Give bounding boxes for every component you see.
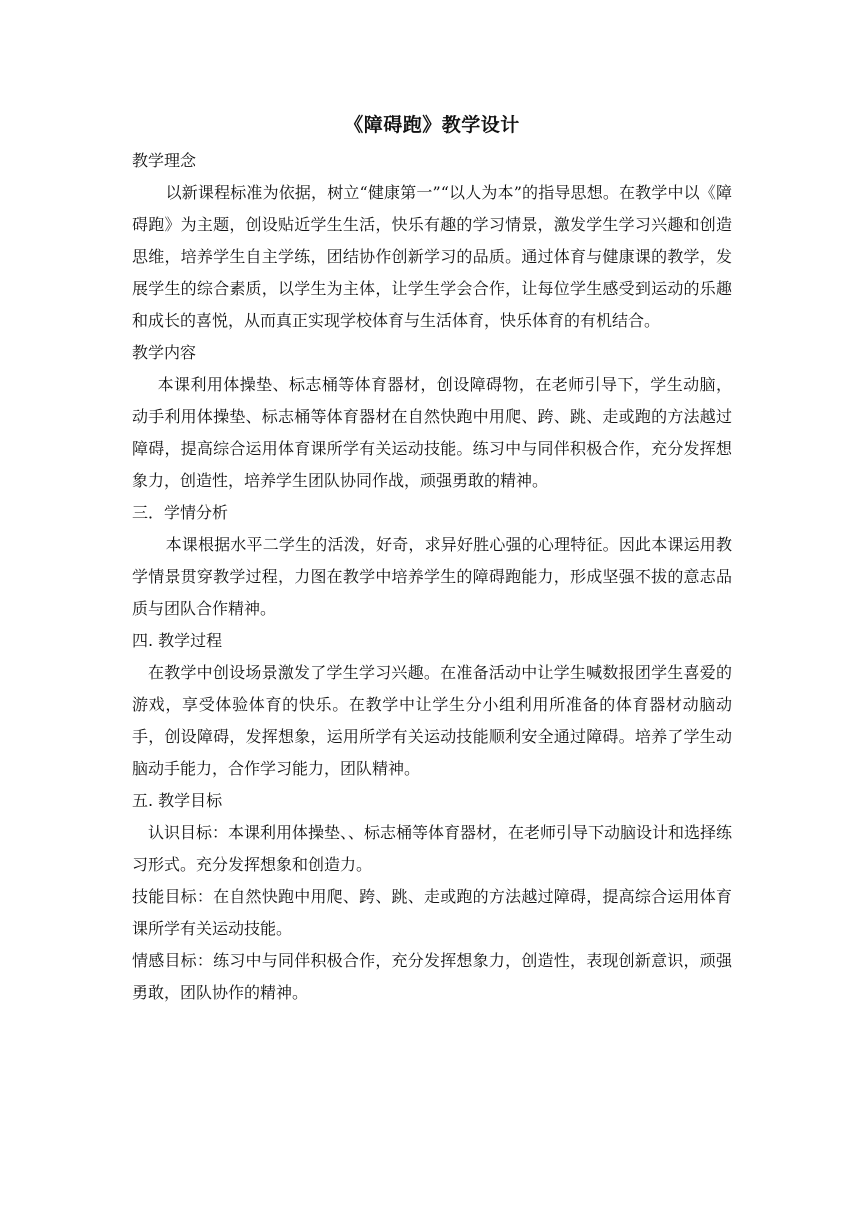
section-paragraph: 在教学中创设场景激发了学生学习兴趣。在准备活动中让学生喊数报团学生喜爱的游戏，享受体验体育的快乐。在教学中让学生分小组利用所准备的体育器材动脑动手，创设障碍，发挥想象，运用所学有关运动技能顺利安全通过障碍。培养了学生动脑动手能力，合作学习能力，团队精神。	[132, 663, 732, 778]
section-teaching-content	[132, 337, 732, 497]
section-heading: 教学理念	[132, 151, 197, 170]
section-heading: 五. 教学目标	[132, 791, 223, 810]
section-teaching-objectives	[132, 785, 732, 1009]
document-title: 《障碍跑》教学设计	[344, 114, 520, 136]
section-paragraph: 以新课程标准为依据，树立“健康第一”“以人为本”的指导思想。在教学中以《障碍跑》为主题，创设贴近学生生活，快乐有趣的学习情景，激发学生学习兴趣和创造思维，培养学生自主学练，团结协作创新学习的品质。通过体育与健康课的教学，发展学生的综合素质，以学生为主体，让学生学会合作，让每位学生感受到运动的乐趣和成长的喜悦，从而真正实现学校体育与生活体育，快乐体育的有机结合。	[132, 183, 732, 330]
section-learner-analysis	[132, 497, 732, 625]
section-heading: 三．学情分析	[132, 503, 229, 522]
section-teaching-philosophy	[132, 145, 732, 337]
document-page	[132, 110, 732, 1009]
section-heading: 教学内容	[132, 343, 197, 362]
section-teaching-process	[132, 625, 732, 785]
objective-cognitive: 认识目标：本课利用体操垫、、标志桶等体育器材，在老师引导下动脑设计和选择练习形式。充分发挥想象和创造力。	[132, 823, 733, 874]
objective-affective: 情感目标：练习中与同伴积极合作，充分发挥想象力，创造性，表现创新意识，顽强勇敢，团队协作的精神。	[132, 951, 732, 1002]
section-heading: 四. 教学过程	[132, 631, 223, 650]
section-paragraph: 本课利用体操垫、标志桶等体育器材，创设障碍物，在老师引导下，学生动脑，动手利用体操垫、标志桶等体育器材在自然快跑中用爬、跨、跳、走或跑的方法越过障碍，提高综合运用体育课所学有关运动技能。练习中与同伴积极合作，充分发挥想象力，创造性，培养学生团队协同作战，顽强勇敢的精神。	[132, 375, 732, 490]
section-paragraph: 本课根据水平二学生的活泼，好奇，求异好胜心强的心理特征。因此本课运用教学情景贯穿教学过程，力图在教学中培养学生的障碍跑能力，形成坚强不拔的意志品质与团队合作精神。	[132, 535, 732, 618]
objective-skill: 技能目标：在自然快跑中用爬、跨、跳、走或跑的方法越过障碍，提高综合运用体育课所学有关运动技能。	[132, 887, 732, 938]
